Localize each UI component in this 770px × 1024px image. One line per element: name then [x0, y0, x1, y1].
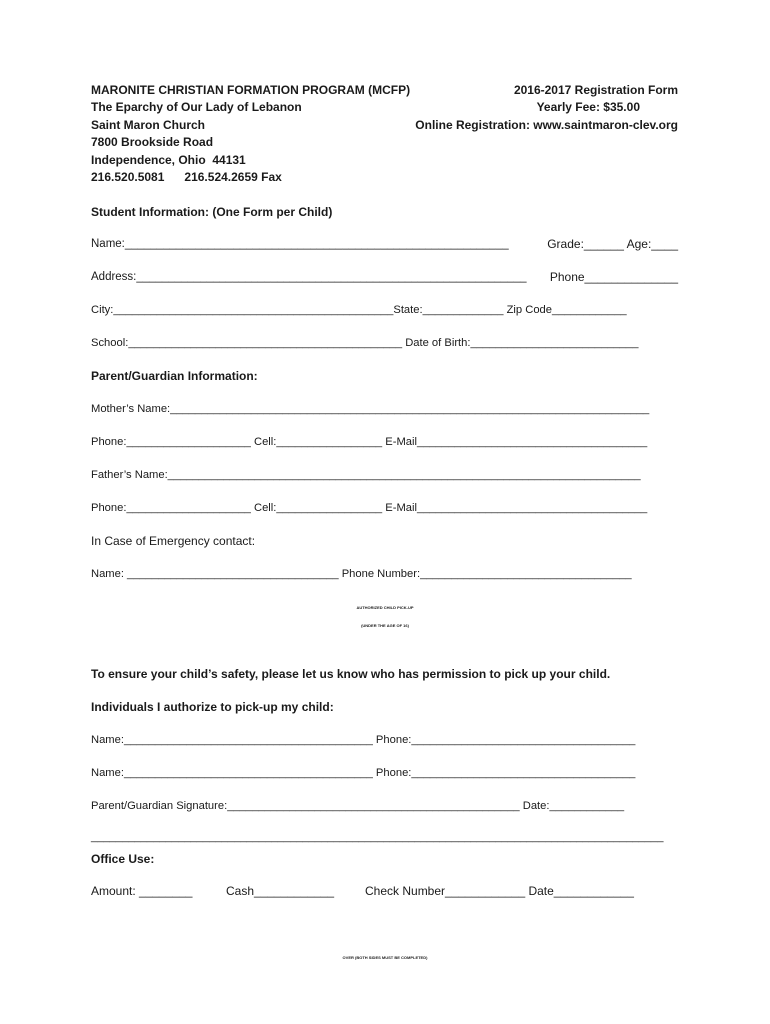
mother-contact-field[interactable]: Phone:____________________ Cell:_________________ E-Mail_____________________________________ — [91, 436, 648, 448]
pickup-person-2-field[interactable]: Name:________________________________________ Phone:____________________________________ — [91, 767, 636, 779]
signature-date-field[interactable]: Parent/Guardian Signature:_______________________________________________ Date:____________ — [91, 800, 625, 812]
pickup-person-1-field[interactable]: Name:________________________________________ Phone:____________________________________ — [91, 734, 636, 746]
authorized-individuals-heading: Individuals I authorize to pick-up my child: — [91, 700, 334, 714]
check-date-field[interactable]: Check Number____________ Date____________ — [365, 884, 634, 898]
footer-note: OVER (BOTH SIDES MUST BE COMPLETED) — [342, 955, 428, 960]
church-name: Saint Maron Church — [91, 118, 206, 132]
father-name-field[interactable]: Father’s Name:____________________________________________________________________________ — [91, 469, 641, 481]
amount-field[interactable]: Amount: ________ — [91, 884, 193, 898]
program-title: MARONITE CHRISTIAN FORMATION PROGRAM (MCFP) — [91, 83, 411, 97]
office-use-heading: Office Use: — [91, 852, 155, 866]
form-year-title: 2016-2017 Registration Form — [513, 83, 678, 97]
emergency-label: In Case of Emergency contact: — [91, 534, 256, 548]
student-name-field[interactable]: Name:____________________________________________________________ — [91, 238, 509, 250]
yearly-fee: Yearly Fee: $35.00 — [536, 100, 640, 114]
cash-field[interactable]: Cash____________ — [226, 884, 335, 898]
parent-info-heading: Parent/Guardian Information: — [91, 369, 258, 383]
mother-name-field[interactable]: Mother’s Name:_____________________________________________________________________________ — [91, 403, 650, 415]
grade-age-field[interactable]: Grade:______ Age:____ — [547, 237, 678, 251]
school-dob-field[interactable]: School:____________________________________________ Date of Birth:___________________________ — [91, 337, 639, 349]
street-address: 7800 Brookside Road — [91, 135, 214, 149]
student-info-heading: Student Information: (One Form per Child) — [91, 205, 333, 219]
eparchy-line: The Eparchy of Our Lady of Lebanon — [91, 100, 302, 114]
pickup-title: AUTHORIZED CHILD PICK-UP — [356, 605, 414, 610]
online-registration: Online Registration: www.saintmaron-clev.org — [415, 118, 678, 132]
phone-fax: 216.520.5081 216.524.2659 Fax — [91, 170, 282, 184]
emergency-contact-field[interactable]: Name: __________________________________ Phone Number:__________________________________ — [91, 568, 632, 580]
city-state-zip-field[interactable]: City:_____________________________________________State:_____________ Zip Code____________ — [91, 304, 627, 316]
safety-notice: To ensure your child’s safety, please let us know who has permission to pick up your child. — [91, 667, 611, 681]
city-state-zip: Independence, Ohio 44131 — [91, 153, 246, 167]
office-divider: ____________________________________________________________________________________________ — [91, 831, 664, 843]
student-phone-field[interactable]: Phone______________ — [549, 270, 678, 284]
pickup-subtitle: (UNDER THE AGE OF 16) — [361, 623, 409, 628]
father-contact-field[interactable]: Phone:____________________ Cell:_________________ E-Mail_____________________________________ — [91, 502, 648, 514]
address-field[interactable]: Address:_____________________________________________________________ — [91, 271, 527, 283]
